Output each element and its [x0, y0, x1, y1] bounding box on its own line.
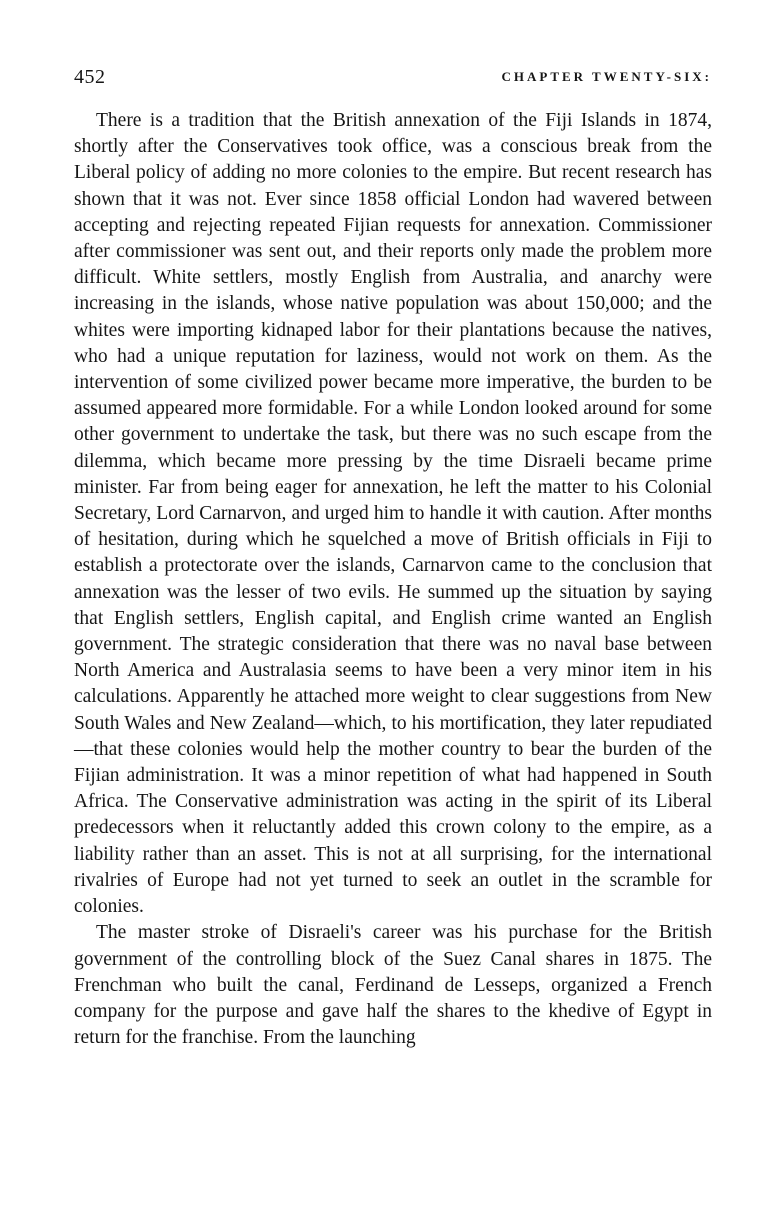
body-text [74, 108, 712, 1051]
page-number: 452 [74, 66, 106, 88]
chapter-title: CHAPTER TWENTY-SIX: [501, 69, 712, 84]
paragraph-fiji-annexation: There is a tradition that the British annexation of the Fiji Islands in 1874, shortly after the Conservatives took office, was a conscious break from the Liberal policy of adding no more colonies to the empire. But recent research has shown that it was not. Ever since 1858 official London had wavered between accepting and rejecting repeated Fijian requests for annexation. Commissioner after commissioner was sent out, and their reports only made the problem more difficult. White settlers, mostly English from Australia, and anarchy were increasing in the islands, whose native population was about 150,000; and the whites were importing kidnaped labor for their plantations because the natives, who had a unique reputation for laziness, would not work on them. As the intervention of some civilized power became more imperative, the burden to be assumed appeared more formidable. For a while London looked around for some other government to undertake the task, but there was no such escape from the dilemma, which became more pressing by the time Disraeli became prime minister. Far from being eager for annexation, he left the matter to his Colonial Secretary, Lord Carnarvon, and urged him to handle it with caution. After months of hesitation, during which he squelched a move of British officials in Fiji to establish a protectorate over the islands, Carnarvon came to the conclusion that annexation was the lesser of two evils. He summed up the situation by saying that English settlers, English capital, and English crime wanted an English government. The strategic consideration that there was no naval base between North America and Australasia seems to have been a very minor item in his calculations. Apparently he attached more weight to clear suggestions from New South Wales and New Zealand—which, to his mortification, they later repudiated—that these colonies would help the mother country to bear the burden of the Fijian administration. It was a minor repetition of what had happened in South Africa. The Conservative administration was acting in the spirit of its Liberal predecessors when it reluctantly added this crown colony to the empire, as a liability rather than an asset. This is not at all surprising, for the international rivalries of Europe had not yet turned to seek an outlet in the scramble for colonies. [74, 110, 712, 918]
paragraph-suez-canal: The master stroke of Disraeli's career was his purchase for the British government of the controlling block of the Suez Canal shares in 1875. The Frenchman who built the canal, Ferdinand de Lesseps, organized a French company for the purpose and gave half the shares to the khedive of Egypt in return for the franchise. From the launching [74, 922, 712, 1049]
running-head [74, 66, 712, 90]
